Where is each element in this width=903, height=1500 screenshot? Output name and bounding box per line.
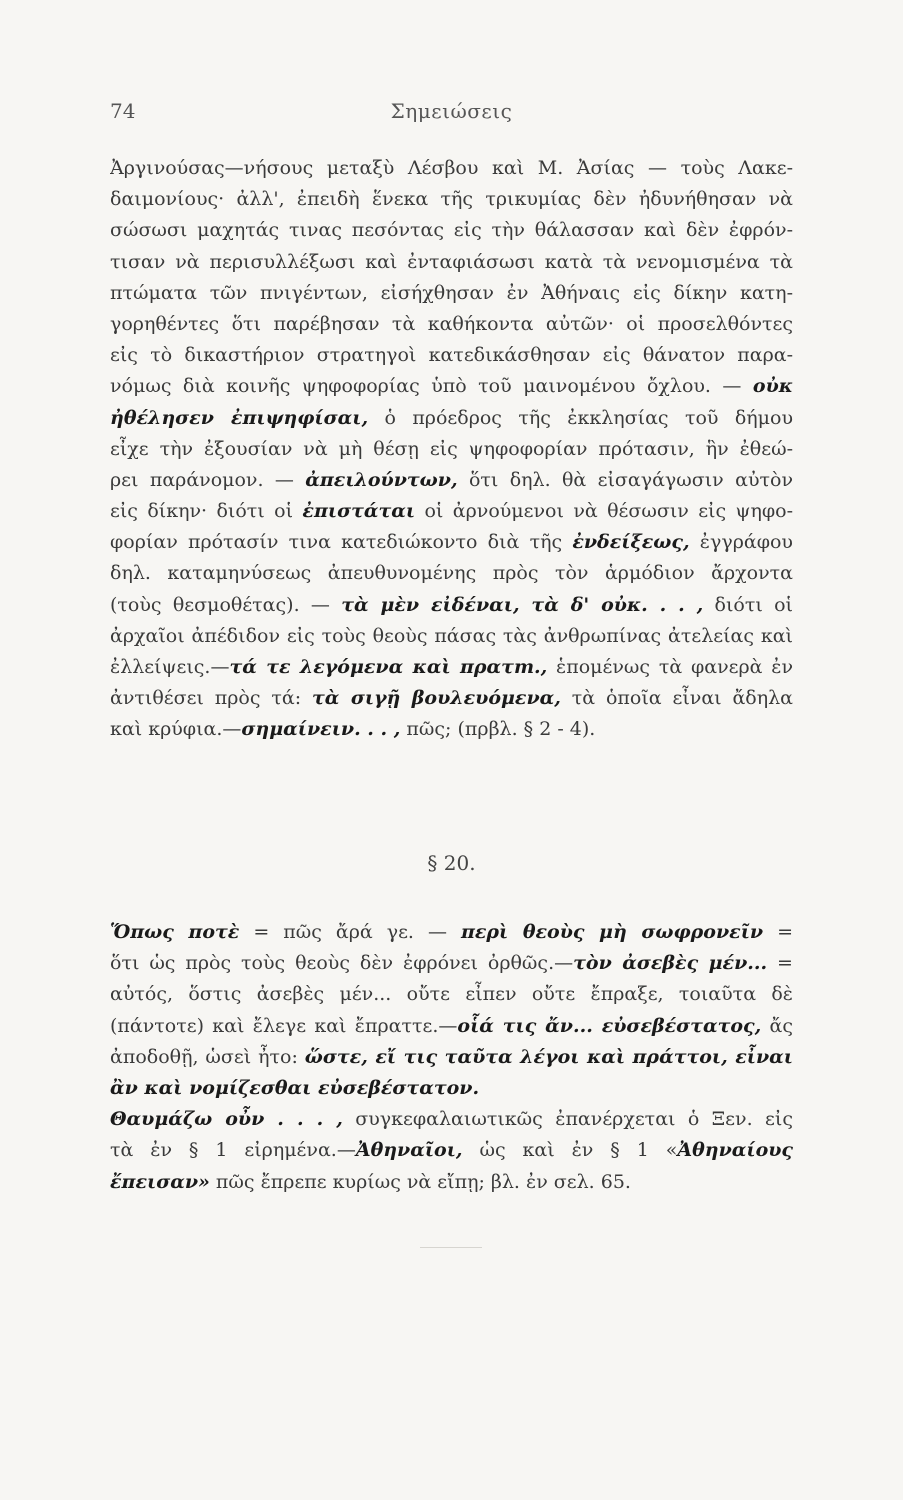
text-line: [110, 184, 793, 215]
gloss-text: εἰς δίκην· διότι οἱ: [110, 500, 303, 523]
gloss-text: ἑπομένως τὰ φανερὰ ἐν: [547, 656, 793, 678]
text-line: [110, 496, 793, 527]
gloss-text: τὰ ἐν § 1 εἰρημένα.—: [110, 1139, 356, 1162]
lemma-text: Ὅπως ποτὲ: [110, 921, 240, 943]
footer-rule: [420, 1247, 482, 1248]
gloss-text: (τοὺς θεσμοθέτας). —: [110, 593, 342, 616]
text-line: [110, 714, 793, 745]
gloss-text: νόμως διὰ κοινῆς ψηφοφορίας ὑπὸ τοῦ μαινομένου ὄχλου. —: [110, 375, 753, 398]
gloss-text: συγκεφαλαιωτικῶς ἐπανέρχεται ὁ Ξεν. εἰς: [342, 1108, 793, 1131]
lemma-text: Ἀθηναίους: [677, 1139, 793, 1162]
gloss-text: οἱ ἀρνούμενοι νὰ θέσωσιν εἰς ψηφο-: [415, 500, 793, 523]
text-line: [110, 652, 793, 683]
text-line: [110, 465, 793, 496]
text-line: [110, 1104, 793, 1135]
text-line: [110, 621, 793, 652]
gloss-text: εἶχε τὴν ἐξουσίαν νὰ μὴ θέσῃ εἰς ψηφοφορίαν πρότασιν, ἣν ἐθεώ-: [110, 437, 793, 460]
text-line: [110, 247, 793, 278]
gloss-text: τισαν νὰ περισυλλέξωσι καὶ ἐνταφιάσωσι κατὰ τὰ νενομισμένα τὰ: [110, 250, 793, 273]
lemma-text: τὸν ἀσεβὲς μέν...: [573, 952, 768, 975]
gloss-text: πτώματα τῶν πνιγέντων, εἰσήχθησαν ἐν Ἀθήναις εἰς δίκην κατη-: [110, 281, 793, 304]
note-paragraph-2: [110, 917, 793, 1198]
lemma-text: ἂν καὶ νομίζεσθαι εὐσεβέστατον.: [110, 1076, 480, 1099]
text-line: [110, 948, 793, 979]
text-line: [110, 215, 793, 246]
lemma-text: σημαίνειν. . . ,: [241, 718, 401, 741]
lemma-text: Ἀθηναῖοι,: [355, 1139, 463, 1162]
text-line: [110, 683, 793, 714]
text-line: [110, 1167, 793, 1198]
lemma-text: τὰ μὲν εἰδέναι, τὰ δ' οὐκ. . . ,: [341, 593, 704, 616]
lemma-text: Θαυμάζω οὖν . . . ,: [110, 1108, 343, 1131]
gloss-text: ἀποδοθῇ, ὡσεὶ ἦτο:: [110, 1045, 305, 1068]
running-head: [110, 99, 793, 129]
gloss-text: τὰ ὁποῖα εἶναι ἄδηλα: [560, 687, 793, 710]
gloss-text: =: [763, 921, 793, 943]
gloss-text: (πάντοτε) καὶ ἔλεγε καὶ ἔπραττε.—: [110, 1014, 458, 1037]
text-line: [110, 1042, 793, 1073]
gloss-text: ἀντιθέσει πρὸς τά:: [110, 687, 312, 710]
gloss-text: εἰς τὸ δικαστήριον στρατηγοὶ κατεδικάσθησαν εἰς θάνατον παρα-: [110, 344, 793, 367]
text-line: [110, 527, 793, 558]
lemma-text: οἷά τις ἄν... εὐσεβέστατος,: [457, 1014, 762, 1037]
gloss-text: πῶς ἔπρεπε κυρίως νὰ εἴπῃ; βλ. ἐν σελ. 65.: [209, 1170, 631, 1193]
text-line: [110, 1011, 793, 1042]
text-line: [110, 403, 793, 434]
gloss-text: δηλ. καταμηνύσεως ἀπευθυνομένης πρὸς τὸν ἁρμόδιον ἄρχοντα: [110, 562, 793, 585]
gloss-text: ἐγγράφου: [689, 531, 793, 554]
gloss-text: σώσωσι μαχητάς τινας πεσόντας εἰς τὴν θάλασσαν καὶ δὲν ἐφρόν-: [110, 219, 793, 242]
gloss-text: ὅτι ὡς πρὸς τοὺς θεοὺς δὲν ἐφρόνει ὀρθῶς.—: [110, 952, 574, 975]
gloss-text: ὅτι δηλ. θὰ εἰσαγάγωσιν αὐτὸν: [457, 468, 793, 491]
lemma-text: ἠθέλησεν ἐπιψηφίσαι,: [110, 406, 369, 429]
gloss-text: αὐτός, ὅστις ἀσεβὲς μέν... οὔτε εἶπεν οὔτε ἔπραξε, τοιαῦτα δὲ: [110, 983, 793, 1006]
lemma-text: ἀπειλούντων,: [305, 468, 458, 491]
text-line: [110, 153, 793, 184]
lemma-text: τὰ σιγῇ βουλευόμενα,: [311, 687, 561, 710]
text-line: [110, 309, 793, 340]
note-paragraph-1: [110, 153, 793, 746]
section-heading: § 20.: [427, 851, 476, 875]
gloss-text: καὶ κρύφια.—: [110, 718, 242, 741]
lemma-text: οὐκ: [752, 375, 793, 398]
text-line: [110, 371, 793, 402]
gloss-text: ἐλλείψεις.—: [110, 656, 230, 678]
text-line: [110, 434, 793, 465]
text-line: [110, 1135, 793, 1166]
gloss-text: γορηθέντες ὅτι παρέβησαν τὰ καθήκοντα αὐτῶν· οἱ προσελθόντες: [110, 312, 793, 335]
lemma-text: τά τε λεγόμενα καὶ πρατт.,: [229, 656, 548, 678]
gloss-text: πῶς; (πρβλ. § 2 - 4).: [400, 718, 596, 741]
text-line: [110, 278, 793, 309]
text-line: [110, 1073, 793, 1104]
gloss-text: =: [767, 952, 793, 975]
lemma-text: ὥστε, εἴ τις ταῦτα λέγοι καὶ πράττοι, εἶναι: [304, 1045, 793, 1068]
lemma-text: περὶ θεοὺς μὴ σωφρονεῖν: [460, 921, 764, 943]
text-line: [110, 917, 793, 948]
running-title: Σημειώσεις: [390, 99, 513, 123]
gloss-text: ἀρχαῖοι ἀπέδιδον εἰς τοὺς θεοὺς πάσας τὰς ἀνθρωπίνας ἀτελείας καὶ: [110, 624, 793, 647]
gloss-text: Ἀργινούσας—νήσους μεταξὺ Λέσβου καὶ Μ. Ἀσίας — τοὺς Λακε-: [110, 157, 793, 179]
gloss-text: = πῶς ἄρά γε. —: [239, 921, 461, 943]
lemma-text: ἐπιστάται: [302, 500, 416, 523]
lemma-text: ἔπεισαν»: [110, 1170, 210, 1193]
text-line: [110, 558, 793, 589]
gloss-text: ἄς: [761, 1014, 793, 1037]
text-line: [110, 979, 793, 1010]
gloss-text: ρει παράνομον. —: [110, 468, 306, 491]
gloss-text: διότι οἱ: [703, 593, 793, 616]
text-line: [110, 590, 793, 621]
gloss-text: ὁ πρόεδρος τῆς ἐκκλησίας τοῦ δήμου: [368, 406, 793, 429]
lemma-text: ἐνδείξεως,: [572, 531, 690, 554]
gloss-text: φορίαν πρότασίν τινα κατεδιώκοντο διὰ τῆς: [110, 531, 573, 554]
page-number: 74: [110, 99, 136, 123]
text-line: [110, 340, 793, 371]
gloss-text: δαιμονίους· ἀλλ', ἐπειδὴ ἕνεκα τῆς τρικυμίας δὲν ἠδυνήθησαν νὰ: [110, 188, 793, 211]
gloss-text: ὡς καὶ ἐν § 1 «: [462, 1139, 678, 1162]
